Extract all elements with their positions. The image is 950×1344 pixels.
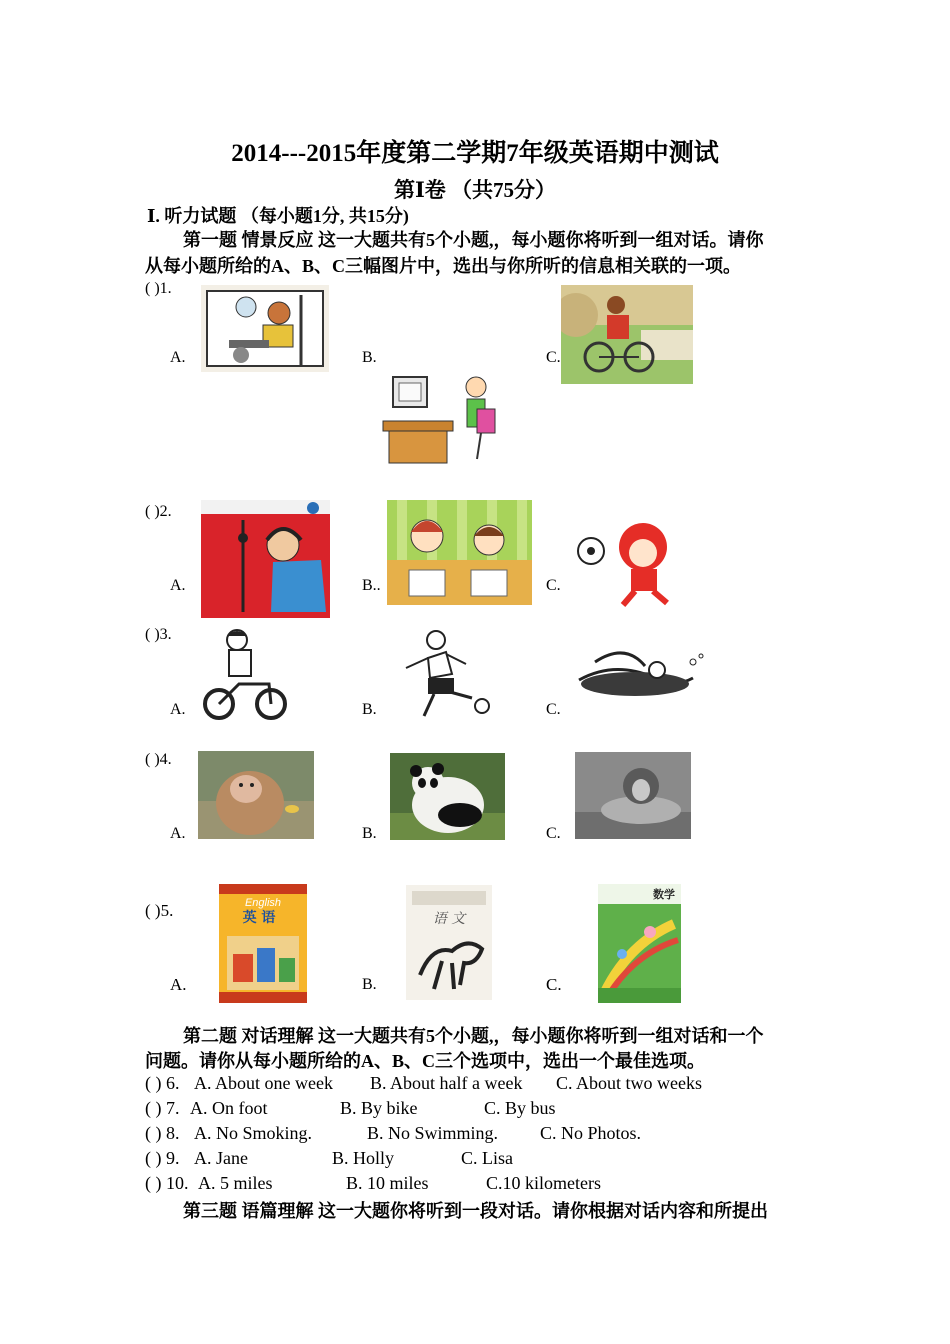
- page-title: 2014---2015年度第二学期7年级英语期中测试: [231, 140, 719, 167]
- question-6-option-c: C. About two weeks: [556, 1073, 702, 1093]
- question-2-number: ( )2.: [145, 503, 172, 520]
- question-5-number: ( )5.: [145, 901, 174, 920]
- question-7-option-c: C. By bus: [484, 1098, 556, 1118]
- bicycle-rider-image: [561, 285, 693, 384]
- part2-instruction-line2: 问题。请你从每小题所给的A、B、C三个选项中，选出一个最佳选项。: [145, 1051, 706, 1071]
- question-1-option-c: C.: [546, 349, 561, 366]
- question-8-option-c: C. No Photos.: [540, 1123, 642, 1143]
- question-7-option-b: B. By bike: [340, 1098, 418, 1118]
- part3-instruction-line1: 第三题 语篇理解 这一大题你将听到一段对话。请你根据对话内容和所提出: [183, 1201, 768, 1221]
- question-2-option-b: B..: [362, 577, 381, 594]
- question-5-option-b: B.: [362, 976, 377, 993]
- boy-kicking-ball-image: [394, 628, 494, 720]
- question-3-option-c: C.: [546, 701, 561, 718]
- question-4-option-b: B.: [362, 825, 377, 842]
- question-10-option-b: B. 10 miles: [346, 1173, 429, 1193]
- section-subtitle: 第Ⅰ卷 （共75分）: [393, 178, 557, 202]
- english-book-cn-title: 英 语: [242, 910, 276, 926]
- swimmer-image: [575, 640, 712, 700]
- question-10-option-a: A. 5 miles: [198, 1173, 273, 1193]
- math-book-cn-title: 数学: [653, 888, 675, 901]
- question-10-option-c: C.10 kilometers: [486, 1173, 601, 1193]
- question-8-option-a: A. No Smoking.: [194, 1123, 313, 1143]
- motorcycle-rider-image: [199, 626, 291, 721]
- question-10-number: ( ) 10.: [145, 1173, 189, 1193]
- question-5-option-c: C.: [546, 975, 562, 994]
- question-3-option-b: B.: [362, 701, 377, 718]
- question-7-number: ( ) 7.: [145, 1098, 180, 1118]
- monkey-photo: [198, 751, 314, 839]
- chinese-book-cn-title: 语 文: [432, 911, 466, 927]
- question-7-option-a: A. On foot: [190, 1098, 268, 1118]
- question-4-option-a: A.: [170, 825, 186, 842]
- listening-section-heading: Ⅰ. 听力试题 （每小题1分, 共15分): [147, 206, 409, 226]
- part1-instruction-line1: 第一题 情景反应 这一大题共有5个小题,，每小题你将听到一组对话。请你: [183, 230, 764, 250]
- mascot-football-image: [571, 517, 693, 608]
- question-1-option-b: B.: [362, 349, 377, 366]
- question-1-option-a: A.: [170, 349, 186, 366]
- question-2-option-a: A.: [170, 577, 186, 594]
- chinese-textbook-cover: [406, 885, 492, 1000]
- question-3-number: ( )3.: [145, 626, 172, 643]
- part2-instruction-line1: 第二题 对话理解 这一大题共有5个小题,，每小题你将听到一组对话和一个: [183, 1026, 764, 1046]
- part1-instruction-line2: 从每小题所给的A、B、C三幅图片中，选出与你所听的信息相关联的一项。: [145, 256, 742, 276]
- question-3-option-a: A.: [170, 701, 186, 718]
- question-2-option-c: C.: [546, 577, 561, 594]
- children-drawing-image: [387, 500, 532, 605]
- computer-user-image: [381, 369, 501, 464]
- question-9-option-b: B. Holly: [332, 1148, 395, 1168]
- question-6-option-b: B. About half a week: [370, 1073, 523, 1093]
- question-1-number: ( )1.: [145, 280, 172, 297]
- question-9-option-a: A. Jane: [194, 1148, 248, 1168]
- question-6-option-a: A. About one week: [194, 1073, 333, 1093]
- english-textbook-cover: [219, 884, 307, 1003]
- question-8-number: ( ) 8.: [145, 1123, 180, 1143]
- question-8-option-b: B. No Swimming.: [367, 1123, 499, 1143]
- exercise-machine-image: [201, 285, 329, 372]
- singer-microphone-image: [201, 500, 330, 618]
- question-9-number: ( ) 9.: [145, 1148, 180, 1168]
- question-4-number: ( )4.: [145, 751, 172, 768]
- question-9-option-c: C. Lisa: [461, 1148, 513, 1168]
- question-5-option-a: A.: [170, 975, 187, 994]
- panda-photo: [390, 753, 505, 840]
- english-book-word: English: [244, 897, 282, 909]
- math-textbook-cover: [598, 884, 681, 1003]
- lion-photo: [575, 752, 691, 839]
- question-6-number: ( ) 6.: [145, 1073, 180, 1093]
- question-4-option-c: C.: [546, 825, 561, 842]
